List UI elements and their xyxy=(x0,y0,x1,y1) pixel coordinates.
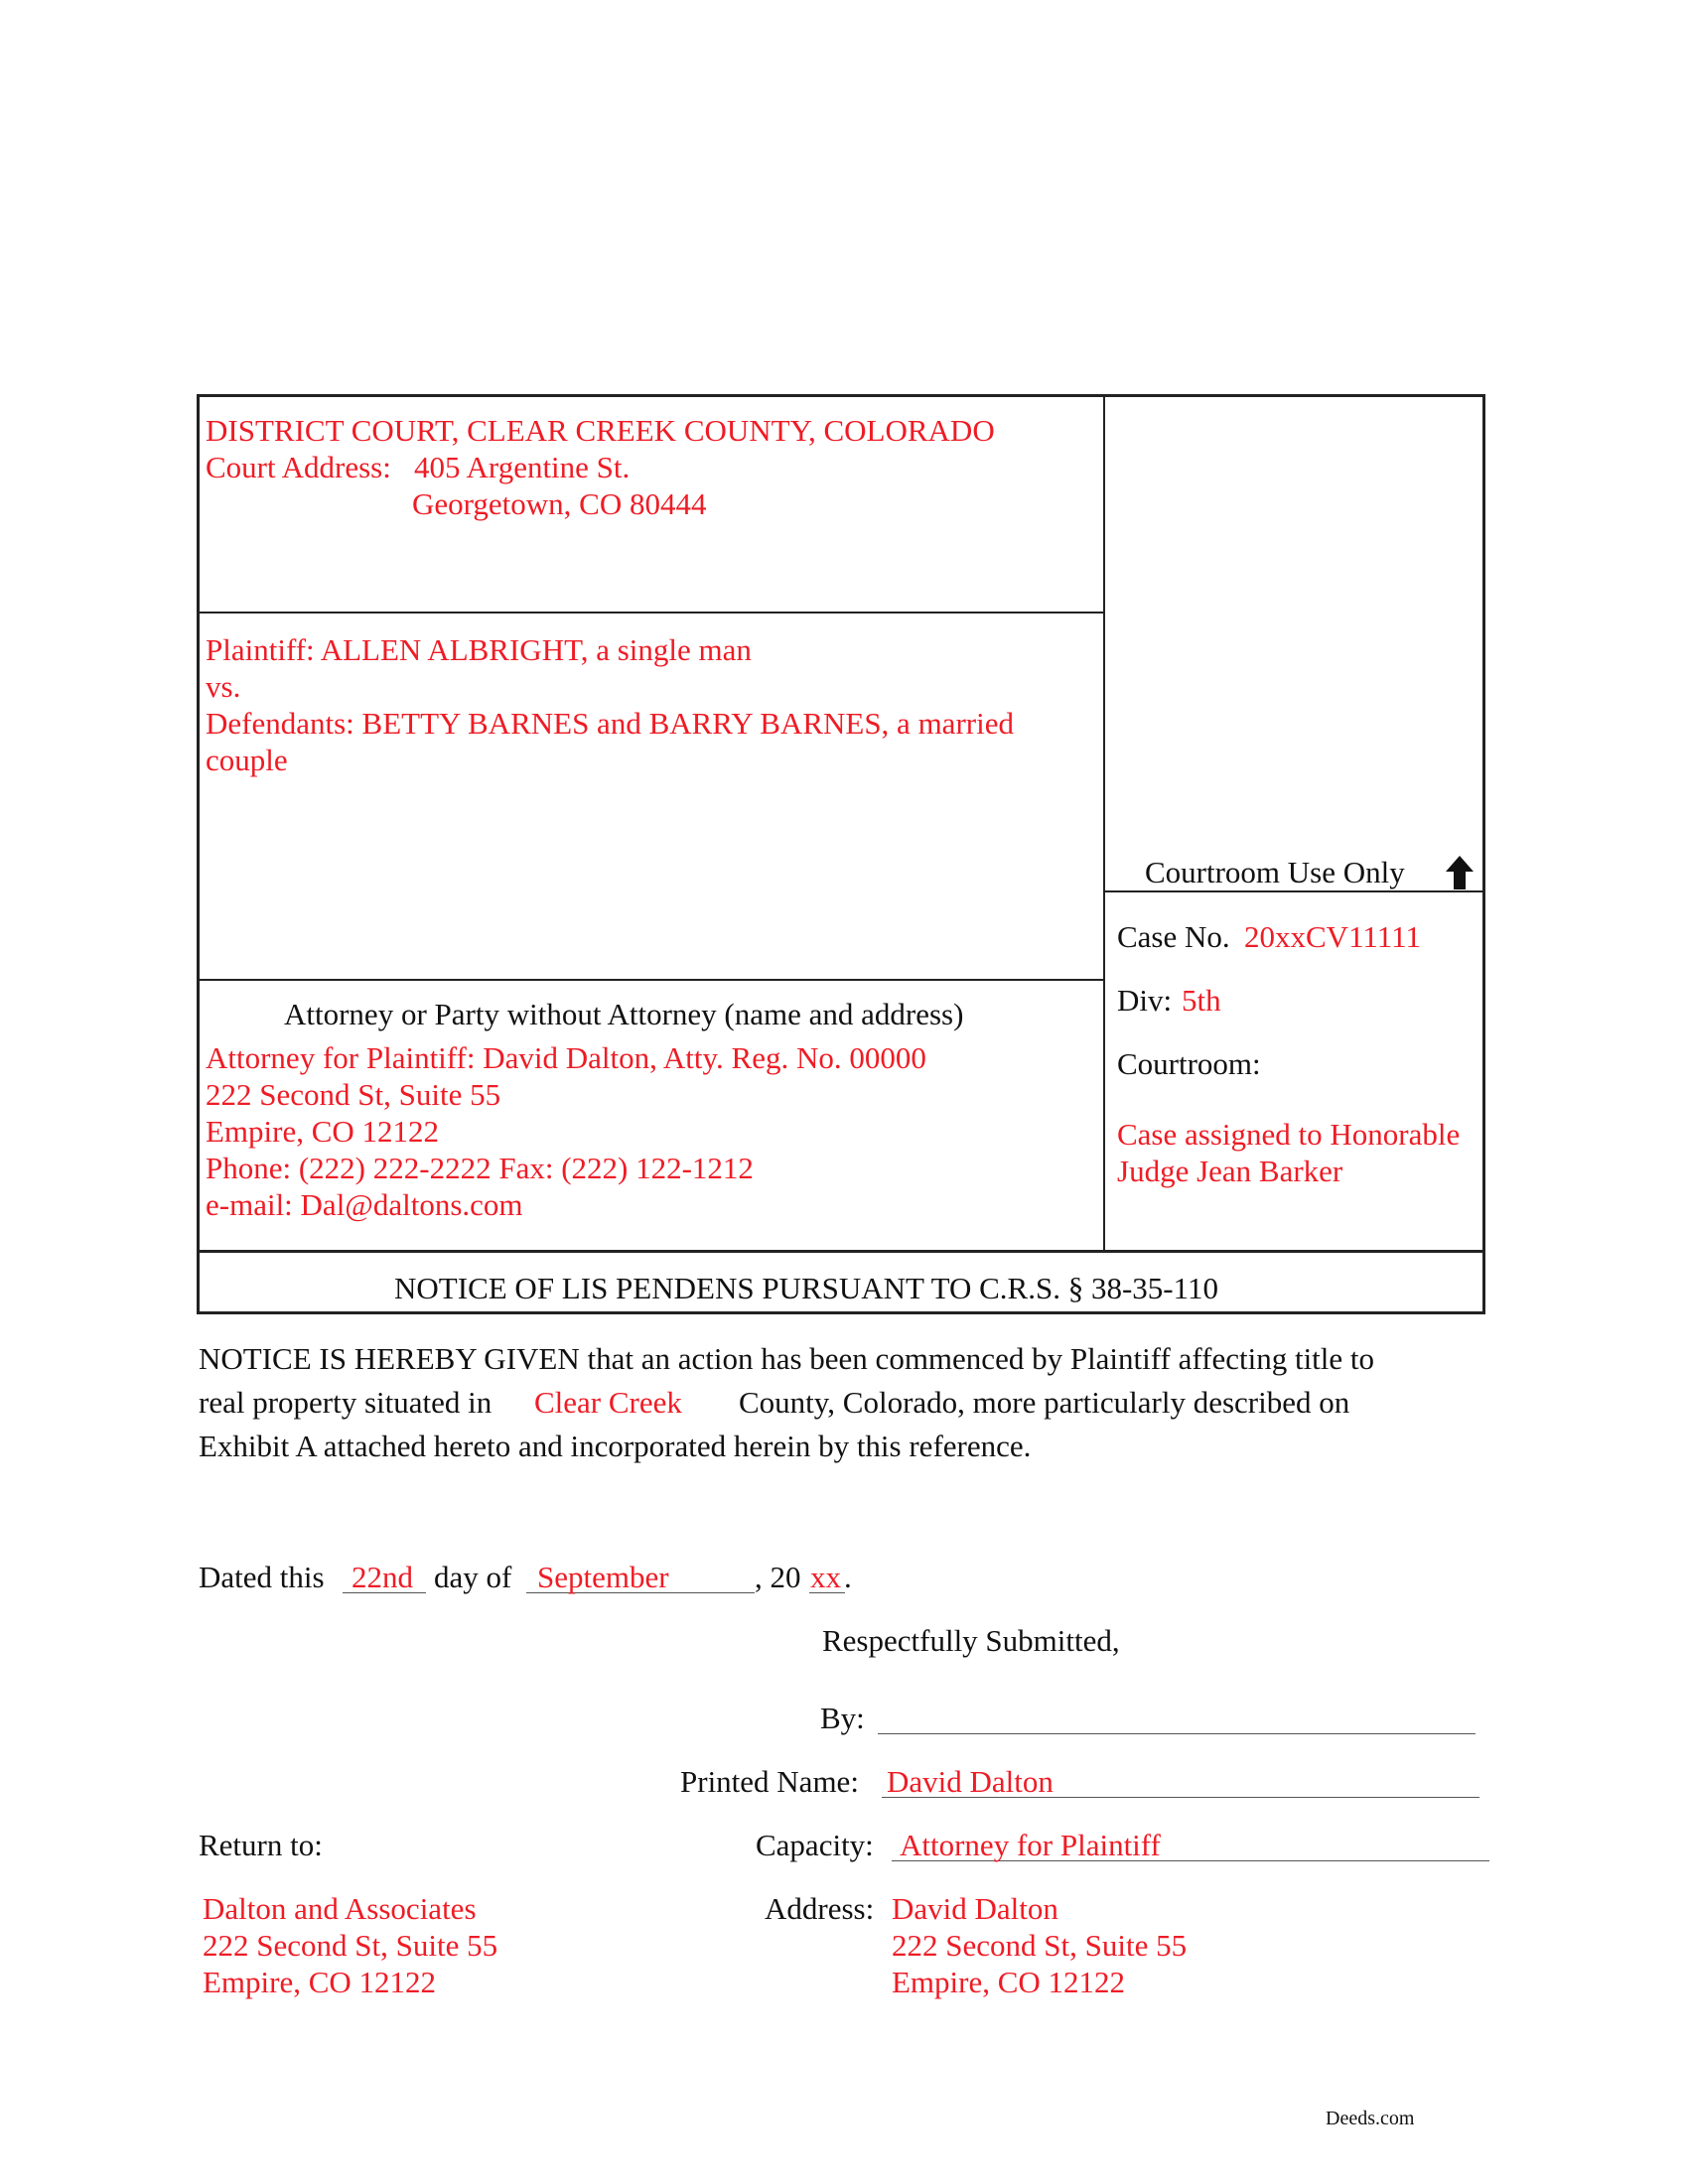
attorney-line1: Attorney for Plaintiff: David Dalton, Atty. Reg. No. 00000 xyxy=(206,1040,926,1075)
attorney-heading: Attorney or Party without Attorney (name and address) xyxy=(284,997,964,1031)
month-value: September xyxy=(537,1560,669,1594)
footer-watermark: Deeds.com xyxy=(1326,2108,1415,2129)
caption-column-divider xyxy=(1103,394,1105,1250)
attorney-line5: e-mail: Dal@daltons.com xyxy=(206,1187,523,1222)
versus-label: vs. xyxy=(206,669,241,704)
address-line2: 222 Second St, Suite 55 xyxy=(892,1928,1188,1963)
defendants-line2: couple xyxy=(206,743,288,777)
court-address-line2: Georgetown, CO 80444 xyxy=(412,486,707,521)
court-address-label: Court Address: xyxy=(206,450,391,484)
year-suffix: xx xyxy=(810,1560,841,1594)
day-of-label: day of xyxy=(434,1560,512,1594)
body-line3: Exhibit A attached hereto and incorporated herein by this reference. xyxy=(199,1429,1032,1463)
capacity-value: Attorney for Plaintiff xyxy=(900,1828,1161,1862)
caption-border-right xyxy=(1482,394,1485,1314)
year-prefix: , 20 xyxy=(755,1560,801,1594)
body-line1: NOTICE IS HEREBY GIVEN that an action has been commenced by Plaintiff affecting title to xyxy=(199,1341,1375,1376)
return-to-line1: Dalton and Associates xyxy=(203,1891,477,1926)
caption-border-top xyxy=(197,394,1485,397)
caption-divider-court-parties xyxy=(197,612,1104,614)
courtroom-use-only-label: Courtroom Use Only xyxy=(1145,855,1405,889)
respectfully-submitted: Respectfully Submitted, xyxy=(822,1623,1120,1658)
plaintiff-name: Plaintiff: ALLEN ALBRIGHT, a single man xyxy=(206,632,752,667)
attorney-line4: Phone: (222) 222-2222 Fax: (222) 122-1212 xyxy=(206,1151,754,1185)
div-value: 5th xyxy=(1182,983,1221,1018)
caption-border-left xyxy=(197,394,200,1314)
courtroom-label: Courtroom: xyxy=(1117,1046,1261,1081)
day-value: 22nd xyxy=(352,1560,413,1594)
case-assigned-line1: Case assigned to Honorable xyxy=(1117,1117,1461,1152)
attorney-line3: Empire, CO 12122 xyxy=(206,1114,440,1149)
signature-line[interactable] xyxy=(878,1733,1476,1734)
div-label: Div: xyxy=(1117,983,1173,1018)
dated-prefix: Dated this xyxy=(199,1560,325,1594)
body-line2-suffix: County, Colorado, more particularly described on xyxy=(739,1385,1350,1420)
caption-divider-court-use xyxy=(1103,890,1485,892)
address-line3: Empire, CO 12122 xyxy=(892,1965,1126,1999)
arrow-up-icon xyxy=(1445,856,1475,889)
case-no-label: Case No. xyxy=(1117,919,1230,954)
printed-name-label: Printed Name: xyxy=(680,1764,859,1799)
return-to-line2: 222 Second St, Suite 55 xyxy=(203,1928,498,1963)
capacity-label: Capacity: xyxy=(756,1828,874,1862)
county-value: Clear Creek xyxy=(534,1385,682,1420)
court-name: DISTRICT COURT, CLEAR CREEK COUNTY, COLORADO xyxy=(206,413,995,448)
address-line1: David Dalton xyxy=(892,1891,1058,1926)
by-label: By: xyxy=(820,1701,865,1735)
body-line2-prefix: real property situated in xyxy=(199,1385,492,1420)
attorney-line2: 222 Second St, Suite 55 xyxy=(206,1077,501,1112)
court-address-line1: 405 Argentine St. xyxy=(414,450,631,484)
defendants-line1: Defendants: BETTY BARNES and BARRY BARNES, a married xyxy=(206,706,1014,741)
caption-border-bottom xyxy=(197,1311,1485,1314)
printed-name-value: David Dalton xyxy=(887,1764,1054,1799)
caption-divider-parties-attorney xyxy=(197,979,1104,981)
document-title: NOTICE OF LIS PENDENS PURSUANT TO C.R.S. § 38-35-110 xyxy=(394,1271,1218,1305)
caption-divider-title xyxy=(197,1250,1485,1253)
dated-period: . xyxy=(844,1560,852,1594)
return-to-line3: Empire, CO 12122 xyxy=(203,1965,437,1999)
return-to-label: Return to: xyxy=(199,1828,323,1862)
case-assigned-line2: Judge Jean Barker xyxy=(1117,1154,1343,1188)
case-no-value: 20xxCV11111 xyxy=(1244,919,1421,954)
address-label: Address: xyxy=(765,1891,875,1926)
